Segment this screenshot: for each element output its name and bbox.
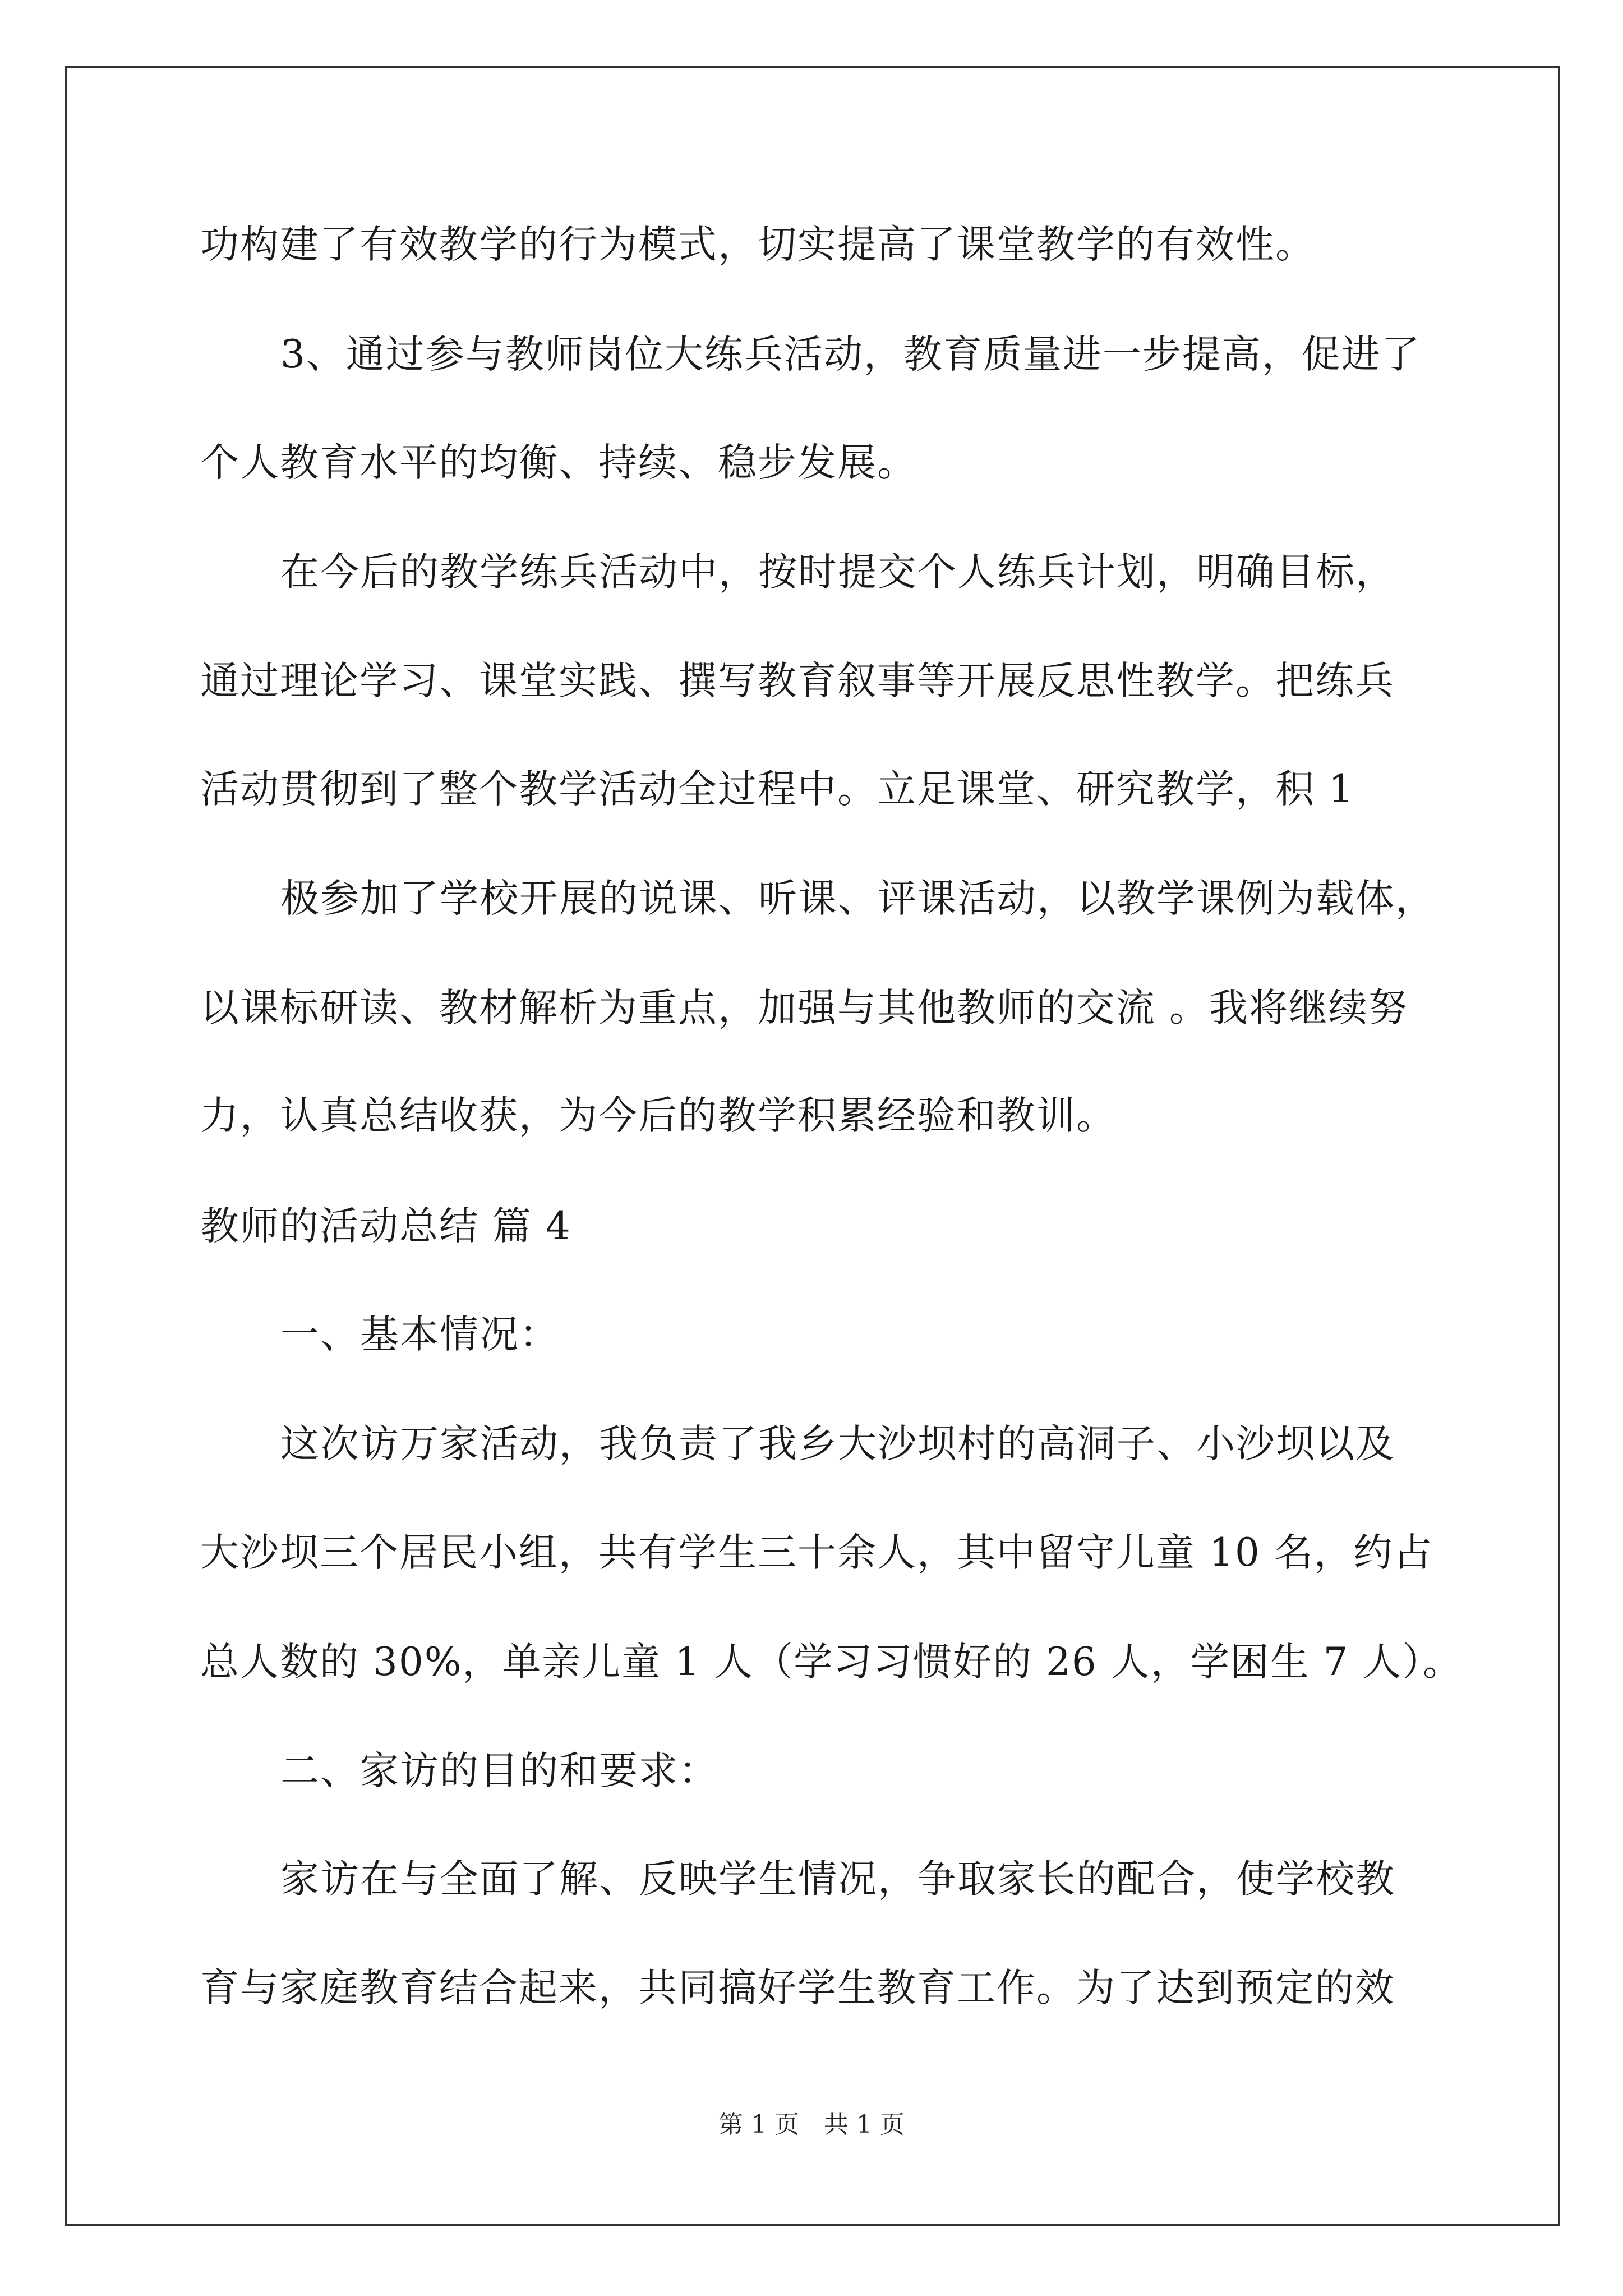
- page-border: [65, 66, 1560, 2226]
- paragraph-line-16: 家访在与全面了解、反映学生情况，争取家长的配合，使学校教: [280, 1857, 1395, 1902]
- subheading-visit-purpose: 二、家访的目的和要求：: [280, 1749, 718, 1793]
- subheading-basic-situation: 一、基本情况：: [280, 1312, 559, 1357]
- paragraph-line-1: 功构建了有效教学的行为模式，切实提高了课堂教学的有效性。: [200, 222, 1315, 267]
- paragraph-line-3: 个人教育水平的均衡、持续、稳步发展。: [200, 440, 917, 485]
- paragraph-line-2: 3、通过参与教师岗位大练兵活动，教育质量进一步提高，促进了: [280, 332, 1421, 377]
- paragraph-line-14: 总人数的 30%，单亲儿童 1 人（学习习惯好的 26 人，学困生 7 人）。: [200, 1640, 1463, 1685]
- paragraph-line-6: 活动贯彻到了整个教学活动全过程中。立足课堂、研究教学，积 1: [200, 767, 1354, 812]
- paragraph-line-7: 极参加了学校开展的说课、听课、评课活动，以教学课例为载体，: [280, 876, 1435, 921]
- paragraph-line-12: 这次访万家活动，我负责了我乡大沙坝村的高洞子、小沙坝以及: [280, 1421, 1395, 1466]
- paragraph-line-5: 通过理论学习、课堂实践、撰写教育叙事等开展反思性教学。把练兵: [200, 659, 1395, 703]
- paragraph-line-13: 大沙坝三个居民小组，共有学生三十余人，其中留守儿童 10 名，约占: [200, 1530, 1433, 1575]
- paragraph-line-9: 力，认真总结收获，为今后的教学积累经验和教训。: [200, 1093, 1116, 1138]
- paragraph-line-8: 以课标研读、教材解析为重点，加强与其他教师的交流 。我将继续努: [200, 986, 1408, 1030]
- page-number-footer: 第 1 页 共 1 页: [718, 2110, 905, 2139]
- section-heading: 教师的活动总结 篇 4: [200, 1204, 571, 1249]
- paragraph-line-4: 在今后的教学练兵活动中，按时提交个人练兵计划，明确目标，: [280, 550, 1395, 595]
- paragraph-line-17: 育与家庭教育结合起来，共同搞好学生教育工作。为了达到预定的效: [200, 1966, 1395, 2010]
